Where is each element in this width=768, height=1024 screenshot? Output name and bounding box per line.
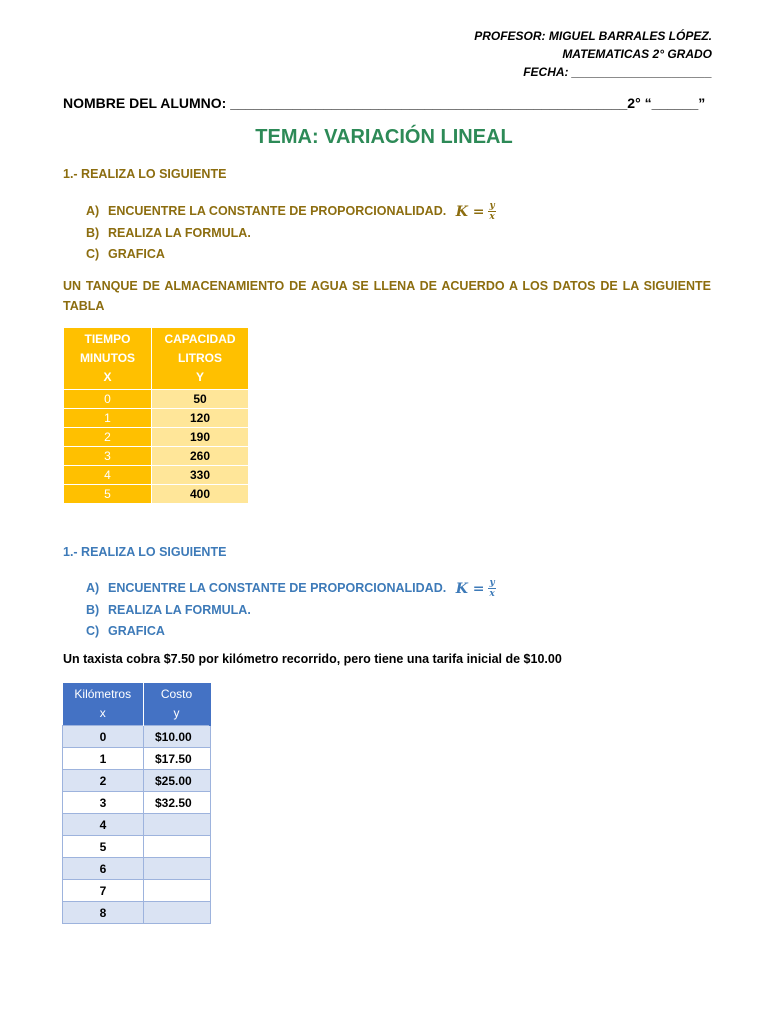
table-header-cost: Costo y bbox=[144, 683, 211, 726]
table-row: 2 190 bbox=[64, 428, 249, 447]
item-text: GRAFICA bbox=[108, 247, 165, 261]
formula-denominator: x bbox=[489, 589, 495, 599]
tank-table bbox=[63, 327, 249, 504]
section2-item-b bbox=[86, 603, 251, 617]
section1-item-a bbox=[86, 201, 496, 222]
date-label: FECHA: _____________________ bbox=[523, 65, 712, 79]
taxi-table bbox=[62, 683, 211, 924]
formula-numerator: y bbox=[489, 201, 495, 211]
section2-problem: Un taxista cobra $7.50 por kilómetro recorrido, pero tiene una tarifa inicial de $10.00 bbox=[63, 652, 562, 666]
table-header-capacity: CAPACIDAD LITROS Y bbox=[152, 328, 249, 390]
section1-problem: UN TANQUE DE ALMACENAMIENTO DE AGUA SE LLENA DE ACUERDO A LOS DATOS DE LA SIGUIENTE TABLA bbox=[63, 279, 711, 313]
section1-heading: 1.- REALIZA LO SIGUIENTE bbox=[63, 167, 227, 181]
formula-fraction bbox=[488, 578, 495, 599]
item-text: ENCUENTRE LA CONSTANTE DE PROPORCIONALIDAD. bbox=[108, 203, 447, 218]
table-row: 3 $32.50 bbox=[63, 792, 211, 814]
item-text: REALIZA LA FORMULA. bbox=[108, 226, 251, 240]
table-row: 3 260 bbox=[64, 447, 249, 466]
section2-item-c bbox=[86, 624, 165, 638]
table-row: 0 $10.00 bbox=[63, 726, 211, 748]
item-letter: C) bbox=[86, 247, 100, 261]
formula-lhs: K = bbox=[455, 203, 485, 220]
table-row: 1 $17.50 bbox=[63, 748, 211, 770]
formula-numerator: y bbox=[489, 578, 495, 588]
formula-fraction bbox=[488, 201, 495, 222]
item-letter: A) bbox=[86, 203, 100, 218]
formula-denominator: x bbox=[489, 212, 495, 222]
section2-item-a bbox=[86, 578, 496, 599]
table-row: 8 bbox=[63, 902, 211, 924]
table-row: 5 400 bbox=[64, 485, 249, 504]
item-text: ENCUENTRE LA CONSTANTE DE PROPORCIONALIDAD. bbox=[108, 580, 447, 595]
professor-label: PROFESOR: MIGUEL BARRALES LÓPEZ. bbox=[474, 29, 712, 43]
item-letter: B) bbox=[86, 603, 100, 617]
proportionality-formula bbox=[456, 201, 496, 222]
formula-lhs: K = bbox=[455, 580, 485, 597]
section1-item-c bbox=[86, 247, 165, 261]
section2-heading: 1.- REALIZA LO SIGUIENTE bbox=[63, 545, 227, 559]
course-label: MATEMATICAS 2° GRADO bbox=[562, 47, 712, 61]
item-letter: B) bbox=[86, 226, 100, 240]
table-row: 2 $25.00 bbox=[63, 770, 211, 792]
table-row: 4 330 bbox=[64, 466, 249, 485]
table-header-km: Kilómetros x bbox=[63, 683, 144, 726]
table-header-time: TIEMPO MINUTOS X bbox=[64, 328, 152, 390]
proportionality-formula bbox=[456, 578, 496, 599]
student-name-line: NOMBRE DEL ALUMNO: ___________________________________________________2° “______” bbox=[63, 95, 706, 111]
table-row: 6 bbox=[63, 858, 211, 880]
table-row: 1 120 bbox=[64, 409, 249, 428]
section1-item-b bbox=[86, 226, 251, 240]
item-letter: C) bbox=[86, 624, 100, 638]
table-row: 7 bbox=[63, 880, 211, 902]
page-title: TEMA: VARIACIÓN LINEAL bbox=[255, 126, 513, 148]
item-letter: A) bbox=[86, 580, 100, 595]
item-text: GRAFICA bbox=[108, 624, 165, 638]
table-row: 0 50 bbox=[64, 390, 249, 409]
table-row: 4 bbox=[63, 814, 211, 836]
table-row: 5 bbox=[63, 836, 211, 858]
item-text: REALIZA LA FORMULA. bbox=[108, 603, 251, 617]
